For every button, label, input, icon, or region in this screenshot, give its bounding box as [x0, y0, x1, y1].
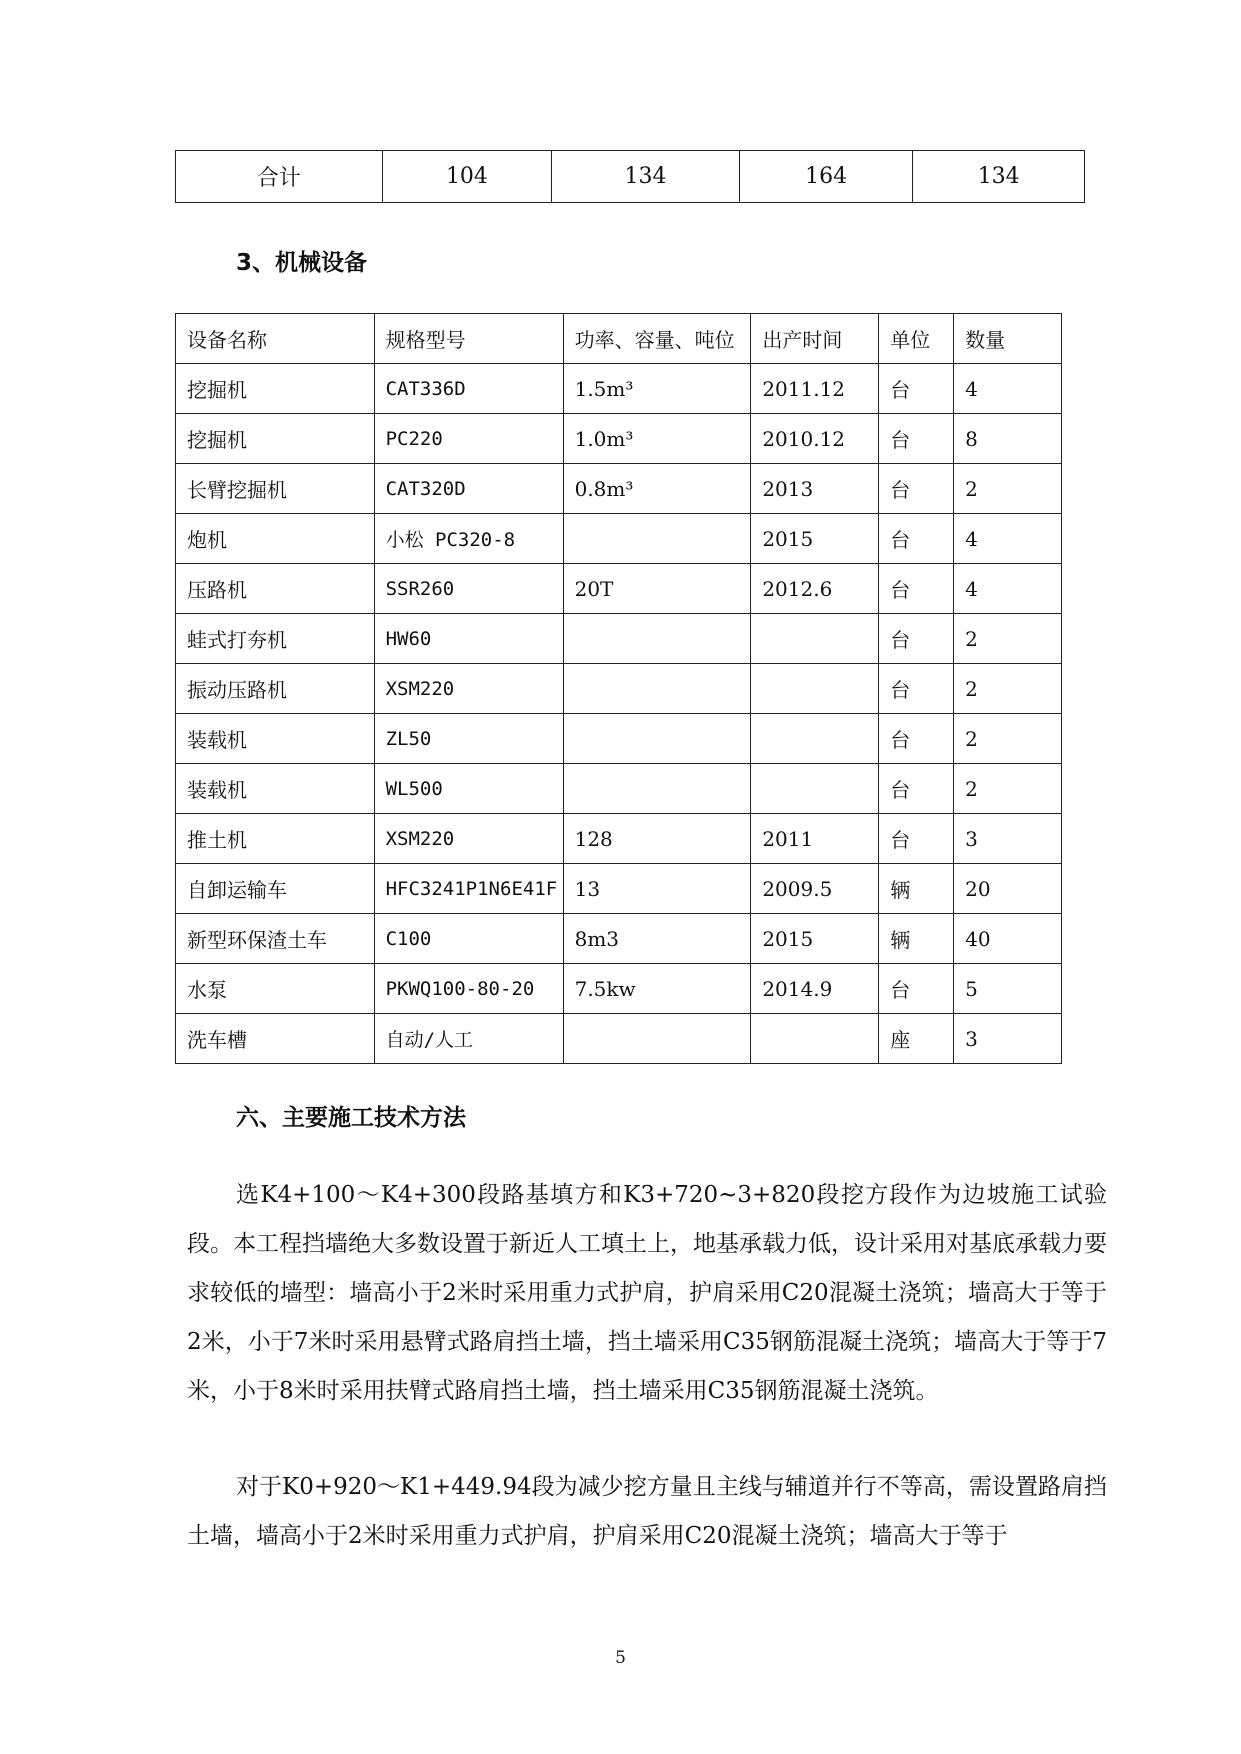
equipment-year: 2013 — [751, 464, 879, 514]
equipment-name: 洗车槽 — [176, 1014, 375, 1064]
column-header: 出产时间 — [751, 314, 879, 364]
table-row — [176, 564, 1062, 614]
equipment-capacity: 0.8m³ — [563, 464, 751, 514]
equipment-model: XSM220 — [374, 664, 563, 714]
equipment-quantity: 8 — [954, 414, 1062, 464]
table-row — [176, 464, 1062, 514]
summary-value: 164 — [739, 151, 913, 203]
equipment-model: PC220 — [374, 414, 563, 464]
equipment-model: 自动/人工 — [374, 1014, 563, 1064]
equipment-unit: 台 — [879, 364, 954, 414]
equipment-model: HW60 — [374, 614, 563, 664]
table-row — [176, 664, 1062, 714]
equipment-year: 2009.5 — [751, 864, 879, 914]
equipment-name: 自卸运输车 — [176, 864, 375, 914]
equipment-model: XSM220 — [374, 814, 563, 864]
equipment-quantity: 3 — [954, 1014, 1062, 1064]
column-header: 数量 — [954, 314, 1062, 364]
equipment-year: 2015 — [751, 914, 879, 964]
table-row — [176, 414, 1062, 464]
equipment-unit: 台 — [879, 614, 954, 664]
summary-value: 104 — [382, 151, 552, 203]
equipment-table — [175, 313, 1062, 1064]
equipment-model: CAT336D — [374, 364, 563, 414]
summary-row — [176, 151, 1085, 203]
equipment-year — [751, 614, 879, 664]
equipment-name: 压路机 — [176, 564, 375, 614]
equipment-quantity: 3 — [954, 814, 1062, 864]
equipment-name: 装载机 — [176, 764, 375, 814]
equipment-table-body — [176, 364, 1062, 1064]
equipment-name: 挖掘机 — [176, 364, 375, 414]
equipment-year — [751, 664, 879, 714]
equipment-unit: 辆 — [879, 914, 954, 964]
equipment-name: 水泵 — [176, 964, 375, 1014]
equipment-capacity — [563, 514, 751, 564]
equipment-quantity: 2 — [954, 714, 1062, 764]
equipment-capacity: 128 — [563, 814, 751, 864]
equipment-name: 振动压路机 — [176, 664, 375, 714]
equipment-year — [751, 764, 879, 814]
table-row — [176, 864, 1062, 914]
equipment-model: PKWQ100-80-20 — [374, 964, 563, 1014]
equipment-unit: 台 — [879, 714, 954, 764]
equipment-year: 2010.12 — [751, 414, 879, 464]
table-row — [176, 964, 1062, 1014]
equipment-quantity: 5 — [954, 964, 1062, 1014]
equipment-unit: 台 — [879, 414, 954, 464]
equipment-quantity: 40 — [954, 914, 1062, 964]
equipment-capacity: 20T — [563, 564, 751, 614]
table-row — [176, 914, 1062, 964]
section-heading-equipment: 3、机械设备 — [236, 250, 368, 276]
equipment-quantity: 2 — [954, 764, 1062, 814]
column-header: 功率、容量、吨位 — [563, 314, 751, 364]
equipment-capacity — [563, 614, 751, 664]
summary-value: 134 — [913, 151, 1085, 203]
equipment-year: 2011.12 — [751, 364, 879, 414]
equipment-capacity — [563, 664, 751, 714]
equipment-unit: 台 — [879, 564, 954, 614]
equipment-capacity — [563, 714, 751, 764]
table-header-row — [176, 314, 1062, 364]
equipment-capacity: 1.0m³ — [563, 414, 751, 464]
equipment-capacity: 7.5kw — [563, 964, 751, 1014]
section-heading-method: 六、主要施工技术方法 — [236, 1105, 466, 1131]
equipment-unit: 辆 — [879, 864, 954, 914]
equipment-name: 装载机 — [176, 714, 375, 764]
equipment-quantity: 20 — [954, 864, 1062, 914]
equipment-name: 挖掘机 — [176, 414, 375, 464]
equipment-unit: 座 — [879, 1014, 954, 1064]
equipment-year: 2014.9 — [751, 964, 879, 1014]
equipment-quantity: 4 — [954, 564, 1062, 614]
equipment-capacity — [563, 1014, 751, 1064]
equipment-unit: 台 — [879, 464, 954, 514]
equipment-unit: 台 — [879, 964, 954, 1014]
equipment-quantity: 4 — [954, 514, 1062, 564]
equipment-model: SSR260 — [374, 564, 563, 614]
table-row — [176, 614, 1062, 664]
equipment-quantity: 2 — [954, 464, 1062, 514]
equipment-name: 蛙式打夯机 — [176, 614, 375, 664]
equipment-year: 2012.6 — [751, 564, 879, 614]
column-header: 规格型号 — [374, 314, 563, 364]
body-paragraph: 选K4+100～K4+300段路基填方和K3+720~3+820段挖方段作为边坡施工试验段。本工程挡墙绝大多数设置于新近人工填土上，地基承载力低，设计采用对基底承载力要求较低的墙型：墙高小于2米时采用重力式护肩，护肩采用C20混凝土浇筑；墙高大于等于2米，小于7米时采用悬臂式路肩挡土墙，挡土墙采用C35钢筋混凝土浇筑；墙高大于等于7米，小于8米时采用扶臂式路肩挡土墙，挡土墙采用C35钢筋混凝土浇筑。 — [187, 1182, 1107, 1404]
table-row — [176, 764, 1062, 814]
equipment-quantity: 2 — [954, 664, 1062, 714]
equipment-model: HFC3241P1N6E41F — [374, 864, 563, 914]
equipment-year — [751, 714, 879, 764]
equipment-unit: 台 — [879, 764, 954, 814]
summary-label: 合计 — [176, 151, 383, 203]
equipment-model: ZL50 — [374, 714, 563, 764]
equipment-model: C100 — [374, 914, 563, 964]
equipment-quantity: 2 — [954, 614, 1062, 664]
equipment-model: WL500 — [374, 764, 563, 814]
body-paragraph: 对于K0+920～K1+449.94段为减少挖方量且主线与辅道并行不等高，需设置路肩挡土墙，墙高小于2米时采用重力式护肩，护肩采用C20混凝土浇筑；墙高大于等于 — [187, 1474, 1107, 1549]
equipment-capacity: 13 — [563, 864, 751, 914]
equipment-year: 2015 — [751, 514, 879, 564]
equipment-model: CAT320D — [374, 464, 563, 514]
page-number: 5 — [615, 1648, 626, 1668]
table-row — [176, 364, 1062, 414]
equipment-name: 推土机 — [176, 814, 375, 864]
equipment-unit: 台 — [879, 514, 954, 564]
summary-table — [175, 150, 1085, 203]
equipment-capacity: 1.5m³ — [563, 364, 751, 414]
summary-value: 134 — [552, 151, 740, 203]
table-row — [176, 1014, 1062, 1064]
table-row — [176, 814, 1062, 864]
equipment-year — [751, 1014, 879, 1064]
equipment-unit: 台 — [879, 814, 954, 864]
equipment-name: 长臂挖掘机 — [176, 464, 375, 514]
table-row — [176, 514, 1062, 564]
equipment-capacity: 8m3 — [563, 914, 751, 964]
column-header: 单位 — [879, 314, 954, 364]
equipment-capacity — [563, 764, 751, 814]
equipment-name: 新型环保渣土车 — [176, 914, 375, 964]
column-header: 设备名称 — [176, 314, 375, 364]
table-row — [176, 714, 1062, 764]
equipment-name: 炮机 — [176, 514, 375, 564]
equipment-year: 2011 — [751, 814, 879, 864]
equipment-quantity: 4 — [954, 364, 1062, 414]
equipment-unit: 台 — [879, 664, 954, 714]
equipment-model: 小松 PC320-8 — [374, 514, 563, 564]
